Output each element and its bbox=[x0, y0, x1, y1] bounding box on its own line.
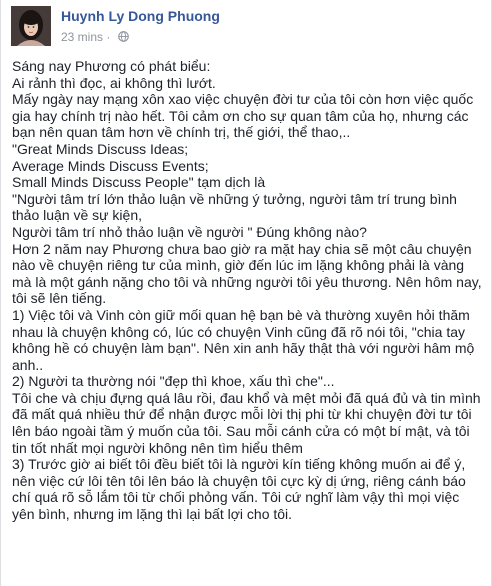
post-paragraph: Hơn 2 năm nay Phương chưa bao giờ ra mặt hay chia sẽ một câu chuyện nào về chuyện riêng tư của mình, giờ đến lúc im lặng không phải là vàng mà là một gánh nặng cho tôi và những người tôi yêu thương. Nên hôm nay, tôi sẽ lên tiếng. bbox=[12, 240, 482, 307]
post-paragraph: Tôi che và chịu đựng quá lâu rồi, đau khổ và mệt mỏi đã quá đủ và tin mình đã mất quá nhiều thứ để nhận được mỗi lời thị phi từ khi chuyện đời tư tôi lên báo ngoài tầm ý muốn của tôi. Sau mỗi cánh cửa có một bí mật, và tôi tin tốt nhất mọi người không nên tìm hiểu thêm bbox=[12, 389, 481, 456]
post-paragraph: "Người tâm trí lớn thảo luận về những ý tưởng, người tâm trí trung bình thảo luận về sự kiện, bbox=[12, 190, 457, 224]
globe-icon[interactable] bbox=[118, 31, 129, 42]
post-paragraph: Người tâm trí nhỏ thảo luận về người " Đúng không nào? bbox=[12, 223, 367, 240]
post-paragraph: Small Minds Discuss People" tạm dịch là bbox=[12, 174, 266, 191]
post-timestamp-row bbox=[61, 29, 220, 43]
profile-photo bbox=[11, 6, 51, 46]
post-paragraph: 3) Trước giờ ai biết tôi đều biết tôi là người kín tiếng không muốn ai để ý, nên việc cứ lôi tên tôi lên báo là chuyện tôi cực kỳ dị ứng, riêng cánh báo chí quá rõ sỗ lắm tôi từ chối phỏng vấn. Tôi cứ nghĩ làm vậy thì mọi việc yên bình, nhưng im lặng thì lại bất lợi cho tôi. bbox=[12, 456, 466, 523]
post-body bbox=[12, 58, 485, 523]
post-paragraph: 2) Người ta thường nói "đẹp thì khoe, xấu thì che"... bbox=[12, 373, 335, 390]
post-paragraph: Sáng nay Phương có phát biểu: bbox=[12, 58, 211, 74]
post-paragraph: Mấy ngày nay mạng xôn xao việc chuyện đời tư của tôi còn hơn việc quốc gia hay chính trị nào hết. Tôi cảm ơn cho sự quan tâm của họ, nhưng các bạn nên quan tâm hơn về chính trị, thế giới, thể thao,.. bbox=[12, 91, 474, 141]
post-paragraph: 1) Việc tôi và Vinh còn giữ mối quan hệ bạn bè và thường xuyên hỏi thăm nhau là chuyện không có, lúc có chuyện Vinh cũng đã rõ nói tôi, "chia tay không hề có chuyện làm bạn". Nên xin anh hãy thật thà với người hâm mộ anh.. bbox=[12, 306, 475, 373]
author-name[interactable]: Huynh Ly Dong Phuong bbox=[61, 8, 220, 24]
separator-dot: · bbox=[106, 29, 111, 44]
post-paragraph: Ai rảnh thì đọc, ai không thì lướt. bbox=[12, 74, 216, 91]
post-time[interactable]: 23 mins bbox=[61, 29, 104, 44]
post-meta bbox=[61, 7, 220, 43]
post-paragraph: Average Minds Discuss Events; bbox=[12, 157, 209, 174]
avatar[interactable] bbox=[11, 6, 51, 46]
post-header bbox=[11, 6, 481, 46]
post-paragraph: "Great Minds Discuss Ideas; bbox=[12, 140, 189, 157]
